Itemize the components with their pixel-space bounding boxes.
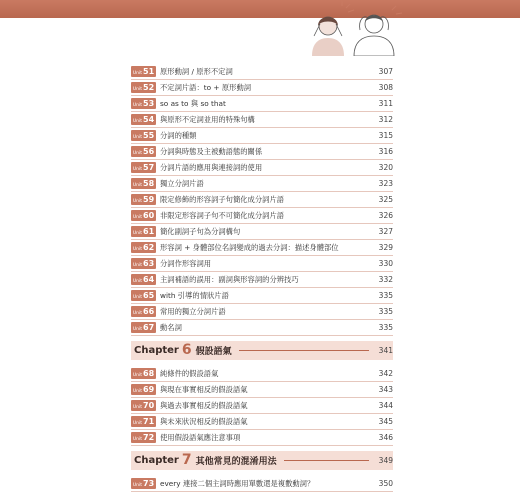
toc-entry[interactable] (131, 476, 393, 492)
unit-badge (131, 242, 156, 253)
unit-prefix: Unit (132, 103, 143, 108)
unit-badge (131, 258, 156, 269)
unit-title: 與過去事實相反的假設語氣 (160, 400, 248, 410)
toc-entry[interactable] (131, 80, 393, 96)
toc-entry[interactable] (131, 64, 393, 80)
unit-page: 350 (378, 479, 393, 488)
unit-number: 73 (143, 479, 155, 488)
unit-page: 327 (378, 227, 393, 236)
unit-badge (131, 178, 156, 189)
unit-title: 主詞補語的誤用：副詞與形容詞的分辨技巧 (160, 274, 299, 284)
toc-entry[interactable] (131, 176, 393, 192)
unit-number: 64 (143, 275, 155, 284)
unit-prefix: Unit (132, 231, 143, 236)
unit-prefix: Unit (132, 405, 143, 410)
unit-title: 分詞片語的應用與連接詞的使用 (160, 162, 263, 172)
unit-page: 312 (378, 115, 393, 124)
toc-entry[interactable] (131, 382, 393, 398)
leader-line (239, 350, 369, 351)
unit-badge (131, 400, 156, 411)
unit-prefix: Unit (132, 71, 143, 76)
unit-number: 51 (143, 67, 155, 76)
unit-title: 分詞與時態及主被動語態的關係 (160, 146, 263, 156)
unit-number: 69 (143, 385, 155, 394)
unit-prefix: Unit (132, 327, 143, 332)
unit-badge (131, 66, 156, 77)
unit-badge (131, 384, 156, 395)
unit-title: 與現在事實相反的假設語氣 (160, 384, 248, 394)
unit-title: 非限定形容詞子句不可簡化成分詞片語 (160, 210, 285, 220)
unit-badge (131, 274, 156, 285)
chapter-page: 349 (378, 456, 393, 465)
unit-list-b (131, 366, 393, 446)
toc-entry[interactable] (131, 304, 393, 320)
unit-number: 70 (143, 401, 155, 410)
toc-entry[interactable] (131, 398, 393, 414)
chapter-label: Chapter (134, 455, 179, 466)
unit-number: 66 (143, 307, 155, 316)
unit-page: 344 (378, 401, 393, 410)
unit-title: 形容詞 + 身體部位名詞變成的過去分詞：描述身體部位 (160, 242, 339, 252)
unit-badge (131, 478, 156, 489)
unit-number: 52 (143, 83, 155, 92)
toc-entry[interactable] (131, 112, 393, 128)
unit-badge (131, 130, 156, 141)
unit-title: 分詞作形容詞用 (160, 258, 212, 268)
unit-prefix: Unit (132, 215, 143, 220)
unit-title: 原形動詞 / 原形不定詞 (160, 66, 233, 76)
unit-number: 56 (143, 147, 155, 156)
unit-page: 343 (378, 385, 393, 394)
unit-prefix: Unit (132, 199, 143, 204)
unit-badge (131, 194, 156, 205)
unit-badge (131, 368, 156, 379)
unit-number: 72 (143, 433, 155, 442)
unit-page: 325 (378, 195, 393, 204)
unit-prefix: Unit (132, 389, 143, 394)
unit-prefix: Unit (132, 483, 143, 488)
unit-badge (131, 290, 156, 301)
unit-page: 332 (378, 275, 393, 284)
toc-entry[interactable] (131, 366, 393, 382)
unit-badge (131, 82, 156, 93)
chapter-title: 假設語氣 (195, 347, 232, 357)
chapter-number: 6 (181, 342, 192, 358)
unit-title: 限定修飾的形容詞子句簡化成分詞片語 (160, 194, 285, 204)
unit-page: 315 (378, 131, 393, 140)
unit-title: 與原形不定詞並用的特殊句構 (160, 114, 255, 124)
unit-list-c (131, 476, 393, 492)
unit-title: 不定詞片語：to + 原形動詞 (160, 82, 252, 92)
unit-prefix: Unit (132, 151, 143, 156)
unit-badge (131, 162, 156, 173)
toc-entry[interactable] (131, 208, 393, 224)
chapter-number: 7 (181, 452, 192, 468)
unit-number: 57 (143, 163, 155, 172)
chapter-6-heading[interactable] (131, 341, 393, 360)
header-band (0, 0, 520, 18)
unit-title: 動名詞 (160, 322, 182, 332)
unit-title: every 連接二個主詞時應用單數還是複數動詞？ (160, 478, 315, 488)
unit-title: 與未來狀況相反的假設語氣 (160, 416, 248, 426)
unit-page: 311 (378, 99, 393, 108)
unit-prefix: Unit (132, 373, 143, 378)
unit-badge (131, 114, 156, 125)
toc-entry[interactable] (131, 272, 393, 288)
unit-title: with 引導的情狀片語 (160, 290, 229, 300)
unit-badge (131, 98, 156, 109)
unit-page: 316 (378, 147, 393, 156)
unit-title: 簡化副詞子句為分詞構句 (160, 226, 241, 236)
chapter-title: 其他常見的混淆用法 (195, 457, 277, 467)
unit-prefix: Unit (132, 311, 143, 316)
toc-entry[interactable] (131, 288, 393, 304)
toc-entry[interactable] (131, 224, 393, 240)
toc-entry[interactable] (131, 256, 393, 272)
unit-badge (131, 306, 156, 317)
unit-page: 335 (378, 307, 393, 316)
toc-entry[interactable] (131, 414, 393, 430)
unit-prefix: Unit (132, 87, 143, 92)
unit-page: 335 (378, 323, 393, 332)
unit-number: 62 (143, 243, 155, 252)
couple-illustration (298, 0, 410, 56)
chapter-page: 341 (378, 346, 393, 355)
unit-number: 67 (143, 323, 155, 332)
table-of-contents (131, 64, 393, 492)
unit-badge (131, 416, 156, 427)
unit-number: 58 (143, 179, 155, 188)
toc-entry[interactable] (131, 160, 393, 176)
toc-entry[interactable] (131, 144, 393, 160)
unit-title: 分詞的種類 (160, 130, 197, 140)
unit-page: 320 (378, 163, 393, 172)
toc-entry[interactable] (131, 240, 393, 256)
toc-entry[interactable] (131, 192, 393, 208)
unit-title: 使用假設語氣應注意事項 (160, 432, 241, 442)
toc-entry[interactable] (131, 96, 393, 112)
unit-badge (131, 146, 156, 157)
unit-prefix: Unit (132, 263, 143, 268)
unit-number: 53 (143, 99, 155, 108)
unit-number: 54 (143, 115, 155, 124)
unit-number: 68 (143, 369, 155, 378)
unit-prefix: Unit (132, 167, 143, 172)
unit-badge (131, 210, 156, 221)
unit-page: 329 (378, 243, 393, 252)
leader-line (284, 460, 369, 461)
unit-page: 342 (378, 369, 393, 378)
unit-title: 常用的獨立分詞片語 (160, 306, 226, 316)
unit-prefix: Unit (132, 279, 143, 284)
unit-prefix: Unit (132, 135, 143, 140)
unit-prefix: Unit (132, 295, 143, 300)
unit-number: 60 (143, 211, 155, 220)
unit-list-a (131, 64, 393, 336)
unit-title: 純條件的假設語氣 (160, 368, 219, 378)
unit-page: 345 (378, 417, 393, 426)
unit-badge (131, 432, 156, 443)
unit-prefix: Unit (132, 247, 143, 252)
unit-prefix: Unit (132, 437, 143, 442)
unit-page: 308 (378, 83, 393, 92)
toc-entry[interactable] (131, 320, 393, 336)
unit-page: 346 (378, 433, 393, 442)
unit-page: 326 (378, 211, 393, 220)
unit-badge (131, 322, 156, 333)
unit-badge (131, 226, 156, 237)
toc-entry[interactable] (131, 128, 393, 144)
chapter-7-heading[interactable] (131, 451, 393, 470)
unit-prefix: Unit (132, 183, 143, 188)
unit-number: 59 (143, 195, 155, 204)
unit-number: 63 (143, 259, 155, 268)
unit-number: 71 (143, 417, 155, 426)
unit-title: 獨立分詞片語 (160, 178, 204, 188)
unit-page: 307 (378, 67, 393, 76)
unit-number: 65 (143, 291, 155, 300)
unit-page: 330 (378, 259, 393, 268)
chapter-label: Chapter (134, 345, 179, 356)
unit-prefix: Unit (132, 119, 143, 124)
unit-number: 61 (143, 227, 155, 236)
toc-entry[interactable] (131, 430, 393, 446)
unit-prefix: Unit (132, 421, 143, 426)
unit-page: 323 (378, 179, 393, 188)
unit-page: 335 (378, 291, 393, 300)
unit-title: so as to 與 so that (160, 98, 226, 108)
unit-number: 55 (143, 131, 155, 140)
